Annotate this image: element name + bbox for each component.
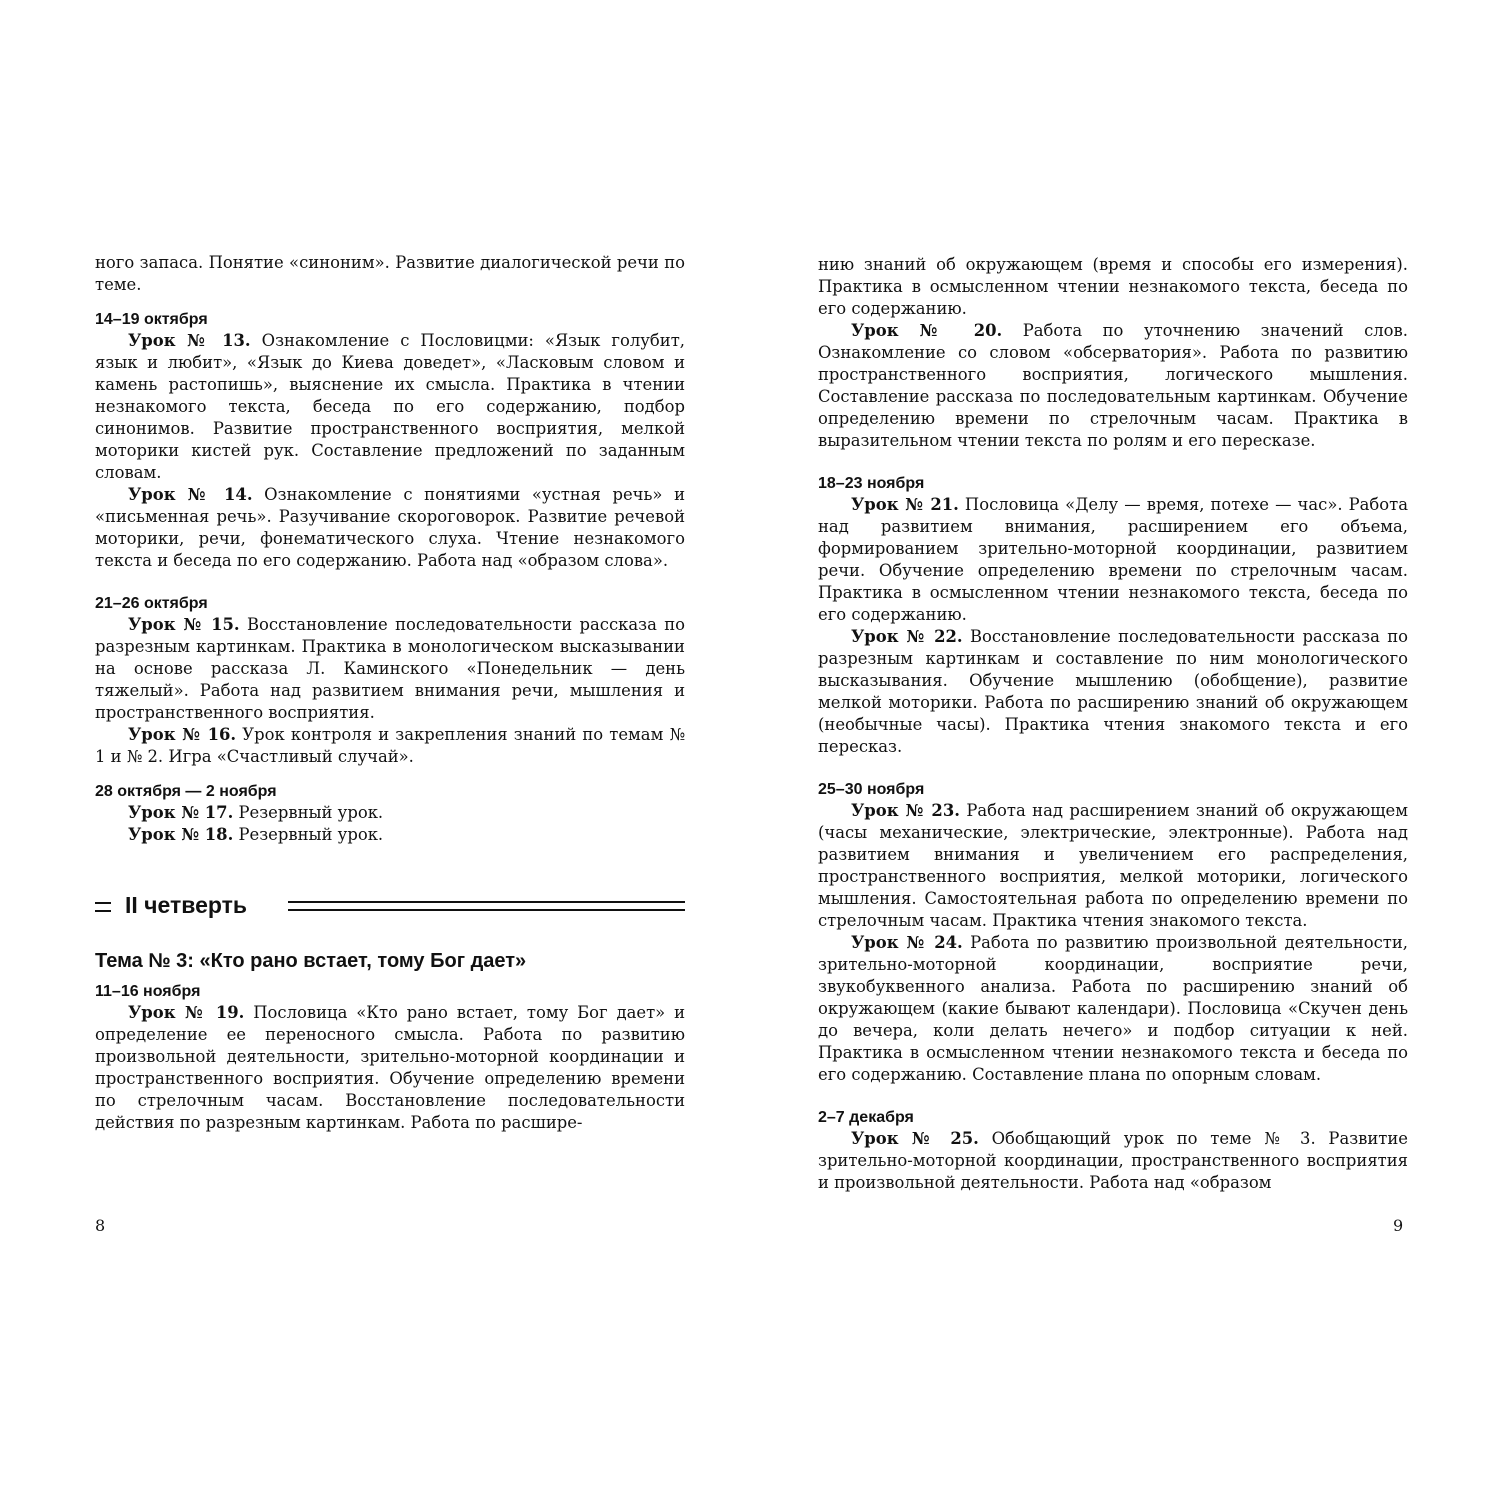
lesson-paragraph [95, 824, 685, 846]
lesson-paragraph [818, 1128, 1408, 1194]
left-page [95, 252, 685, 1134]
lesson-text: Ознакомление с Пословицми: «Язык голубит, язык и любит», «Язык до Киева доведет», «Ласковым словом и камень растопишь», выяснение их смысла. Практика в чтении незнакомого текста, беседа по его содержанию, подбор синонимов. Развитие пространственного восприятия, мелкой моторики кистей рук. Составление предложений по заданным словам. [95, 331, 685, 482]
schedule-section [95, 594, 685, 768]
date-heading: 14–19 октября [95, 311, 208, 328]
lesson-text: Восстановление последовательности рассказа по разрезным картинкам и составление по ним монологического высказывания. Обучение мышлению (обобщение), развитие мелкой моторики. Работа по расширению знаний об окружающем (необычные часы). Практика чтения знакомого текста и его пересказ. [818, 627, 1409, 756]
lesson-text: Резервный урок. [233, 825, 384, 844]
date-heading: 21–26 октября [95, 595, 208, 612]
left-intro-paragraph: ного запаса. Понятие «синоним». Развитие диалогической речи по теме. [95, 253, 685, 294]
lesson-paragraph [818, 320, 1408, 452]
lesson-text: Обобщающий урок по теме № 3. Развитие зрительно-моторной координации, пространственного восприятия и произвольной деятельности. Работа над «образом [818, 1129, 1408, 1192]
lesson-label: Урок № 14. [128, 485, 253, 504]
date-heading: 11–16 ноября [95, 983, 201, 1000]
lesson-text: Работа по уточнению значений слов. Ознакомление со словом «обсерватория». Работа по развитию пространственного восприятия, логического мышления. Составление рассказа по последовательным картинкам. Обучение определению времени по стрелочным часам. Практика в выразительном чтении текста по ролям и его пересказе. [818, 321, 1408, 450]
lesson-label: Урок № 23. [851, 801, 960, 820]
lesson-label: Урок № 16. [128, 725, 237, 744]
lesson-label: Урок № 17. [128, 803, 234, 822]
lesson-paragraph [95, 330, 685, 484]
lesson-paragraph [818, 626, 1408, 758]
lesson-paragraph [95, 614, 685, 724]
date-heading: 2–7 декабря [818, 1109, 914, 1126]
schedule-section [95, 982, 685, 1134]
lesson-text: Ознакомление с понятиями «устная речь» и «письменная речь». Разучивание скороговорок. Развитие речевой моторики, речи, фонематического слуха. Чтение незнакомого текста и беседа по его содержанию. Работа над «образом слова». [95, 485, 685, 570]
schedule-section [818, 1108, 1408, 1194]
right-page [818, 254, 1408, 1194]
lesson-label: Урок № 19. [128, 1003, 245, 1022]
double-rule-mark [95, 902, 111, 912]
lesson-label: Урок № 13. [128, 331, 251, 350]
lesson-text: Пословица «Кто рано встает, тому Бог дает» и определение ее переносного смысла. Работа по развитию произвольной деятельности, зрительно-моторной координации и пространственного восприятия. Обучение определению времени по стрелочным часам. Восстановление последовательности действия по разрезным картинкам. Работа по расшире- [95, 1003, 685, 1132]
schedule-section [95, 782, 685, 846]
date-heading: 28 октября — 2 ноября [95, 783, 277, 800]
lesson-paragraph [95, 802, 685, 824]
lesson-paragraph [95, 484, 685, 572]
double-rule-line [288, 901, 685, 911]
lesson-label: Урок № 15. [128, 615, 240, 634]
schedule-section [818, 474, 1408, 758]
lesson-text: Пословица «Делу — время, потехе — час». Работа над развитием внимания, расширением его объема, формированием зрительно-моторной координации, развитием речи. Обучение определению времени по стрелочным часам. Практика в осмысленном чтении незнакомого текста, беседа по его содержанию. [818, 495, 1408, 624]
schedule-section [818, 780, 1408, 1086]
date-heading: 18–23 ноября [818, 475, 925, 492]
quarter-heading [95, 894, 685, 930]
lesson-text: Работа над расширением знаний об окружающем (часы механические, электрические, электронные). Работа над развитием внимания и увеличением его распределения, пространственного восприятия, мелкой моторики, логического мышления. Самостоятельная работа по определению времени по стрелочным часам. Практика чтения знакомого текста. [818, 801, 1408, 930]
lesson-label: Урок № 18. [128, 825, 234, 844]
lesson-text: Работа по развитию произвольной деятельности, зрительно-моторной координации, восприятие речи, звукобуквенного анализа. Работа по расширению знаний об окружающем (какие бывают календари). Пословица «Скучен день до вечера, коли делать нечего» и подбор ситуации к ней. Практика в осмысленном чтении незнакомого текста и беседа по его содержанию. Составление плана по опорным словам. [818, 933, 1408, 1084]
lesson-paragraph [95, 1002, 685, 1134]
lesson-paragraph [95, 724, 685, 768]
lesson-label: Урок № 20. [851, 321, 1003, 340]
lesson-label: Урок № 21. [851, 495, 959, 514]
page-number-right: 9 [1393, 1216, 1404, 1235]
lesson-text: Урок контроля и закрепления знаний по темам № 1 и № 2. Игра «Счастливый случай». [95, 725, 685, 766]
lesson-paragraph [818, 494, 1408, 626]
schedule-section [95, 310, 685, 572]
lesson-paragraph [818, 932, 1408, 1086]
page-number-left: 8 [95, 1216, 106, 1235]
date-heading: 25–30 ноября [818, 781, 925, 798]
lesson-text: Восстановление последовательности рассказа по разрезным картинкам. Практика в монологическом высказывании на основе рассказа Л. Каминского «Понедельник — день тяжелый». Работа над развитием внимания речи, мышления и пространственного восприятия. [95, 615, 686, 722]
quarter-title: II четверть [125, 892, 248, 918]
lesson-paragraph [818, 800, 1408, 932]
right-intro-paragraph: нию знаний об окружающем (время и способы его измерения). Практика в осмысленном чтении незнакомого текста, беседа по его содержанию. [818, 255, 1408, 318]
lesson-text: Резервный урок. [233, 803, 384, 822]
lesson-label: Урок № 22. [851, 627, 963, 646]
topic-heading: Тема № 3: «Кто рано встает, тому Бог дает» [95, 950, 527, 972]
lesson-label: Урок № 24. [851, 933, 963, 952]
lesson-label: Урок № 25. [851, 1129, 979, 1148]
